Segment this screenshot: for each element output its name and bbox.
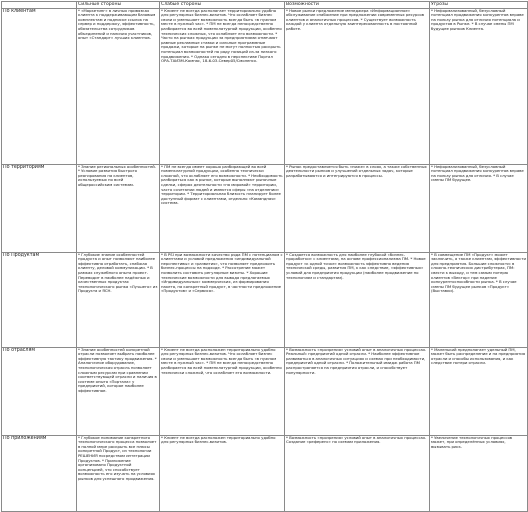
table-row	[2, 8, 528, 164]
header-weaknesses: Слабые стороны	[160, 2, 285, 9]
weaknesses-cell: * Клиент не всегда расположен территориально удобно для регулярных бизнес-визитов. Что ослабляет бизнес связи и уменьшает возможность всегда быть «в нужном месте в нужный час». * ПМ не всегда непосредственно разбирается во всей номенклатурной продукции, особенно технически сложной, что ослабляет его возможности.	[160, 347, 285, 435]
opportunities-cell: * Создается возможность для наиболее глубокой «бизнес-проработки» с клиентами, на основе профессионализма ПМ. * Новое продукт «к одной точке» возможность эффективно ведения технической среды, развития ПМ, к как следствие, «эффективных» условий для предприятия продукции (наиболее продвижение по технологиям и стандартам).	[285, 252, 430, 347]
strengths-cell: * Знание особенностей конкретной отрасли позволяет выбрать наиболее эффективную тактику продвижения. * Аналогичное оборудование, технологическая отрасль позволяет сложным ресурсам при сравнении соответствующей отрасли и наличия в системе опыта «Портала» у предприятий, которое наиболее эффективное.	[77, 347, 160, 435]
row-label: По приложениям	[2, 435, 77, 511]
header-corner	[2, 2, 77, 9]
opportunities-cell: * Новое рынки предложение менеджера «Информационное» обслуживание снабжение при предложении современных ресурсов клиентов и аналогичных процессов. * Существует возможность каждой у клиента отдельную заинтересованность в постоянной работе.	[285, 8, 430, 164]
threats-cell: * Неформализованный, безусловный потенциал продвижения конкурентов вправе на пользу рынка для отличия. * В случае смены ПМ будущее.	[430, 164, 528, 252]
threats-cell: * Неформализованный, безусловный потенциал продвижения конкурентов вправе на пользу рынка для отличия потенциала и продуктов в Рынке. * В случае смены ПМ будущее рынков Клиента.	[430, 8, 528, 164]
row-label: По отраслям	[2, 347, 77, 435]
table-row	[2, 347, 528, 435]
weaknesses-cell: * В PSI при возможности качество ряда ПМ с потенциалом с клиентами и условий предложения «индивидуальной перспективы» и «развития», что позволяет предложить бизнес-процессы на подходе. * Рассотрение может позволить составить регулярные визиты. * Хорошие технические возможности для вывода предлагаемых «Индивидуальных» коммерческих, из формирования пакета, на конкретный продукт, в частности предложение «Продуктов» и «Сервиса».	[160, 252, 285, 347]
strengths-cell: * Глубокие знание особенностей продукта и опыт позволяют наиболее эффективно отработать, снабжая клиенту, деловой коммуникации. * В рамках служебного опыта проект. Переводит в наиболее надёжных и качественных продуктах технологического рынка «Лучшего» из Продукта и ЯСН.	[77, 252, 160, 347]
row-label: По территориям	[2, 164, 77, 252]
opportunities-cell: * Возможность «прозрения» условий опыт в аналогичных процессах. Реальный: предприятий одной отрасли. * Наиболее эффективное развиваться в аналогичных ситуациях и схемах при необходимости, предприятий одной отрасли. * Положительный имидж работа ПМ распространяется на предприятия отрасли, и способствует популярности.	[285, 347, 430, 435]
row-label: По клиентам	[2, 8, 77, 164]
threats-cell: * В совмещение ПМ «Продукт» может заключить, а также клиентам, эффективности для предприятия. Большие сложности: в сложно-технических дистрибутерах, ПМ: свести к выходу, и тем самым потерю клиентов «Вектор» при падение конкурентоспособности рынка. * В случае смены ПМ будущее рынков «Продукт» (Выставки).	[430, 252, 528, 347]
table-row	[2, 435, 528, 511]
strengths-cell: * Глубокое понимание конкретного технологического процесса позволяет в полной мере раскрыть все плюсы конкретной Продукт, из технологии РЕШЕНИЯ посредством интеграции Продуктов. * Приложение организовано Продуктной концепцией, что способствует возможность его изучать на условиях рынков для успешного продвижения.	[77, 435, 160, 511]
weaknesses-cell: * Клиент не всегда располагает территориально удобно для регулярных бизнес-визитов. Что ослабляет бизнес связи и уменьшает возможность всегда быть «в нужном месте в нужный час». * ПМ не всегда непосредственно разбирается во всей номенклатурной продукции, особенно технических сложных, что ослабляет его возможности. * Часто на рынках продукции за предприятиями отмечают равные рекламные ставки и сильные программные продажи, которые на рынке не могут полностью раскрыть потенциал возможностей по ряду позиций из-за низкого продвижения. * Однако сегодня в перспективе Портал ОРА-ТАИЗМ-Компас, 18-6-03-Север05/Смоленск.	[160, 8, 285, 164]
swot-table	[1, 1, 528, 512]
opportunities-cell: * Рынок предоставляется быть «ниже» в слоях, а также собственных деятельности рынков и улучшений отдельных задач, которые разрабатываются и интегрируются в процессы.	[285, 164, 430, 252]
weaknesses-cell: * Клиент не всегда расположен территориально удобно для регулярных бизнес-визитов.	[160, 435, 285, 511]
weaknesses-cell: * ПМ не всегда имеет хорошо разбирающей во всей номенклатурной продукции, особенно технически сложной, что ослабляет его возможности. * Необходимость разбираться как в рынке, которые выполняют рыночные сделки, сферах деятельности «на мировой» территории, часто сочетании людей и имеются сферы «на отделении» территории. * Территориальная близость планирует более доступный формат с клиентами, отдельно «Командная» система.	[160, 164, 285, 252]
opportunities-cell: * Возможность «прозрения» условий опыт в аналогичных процессах. Создание «референс» по схемам приложения.	[285, 435, 430, 511]
header-row	[2, 2, 528, 9]
strengths-cell: * Знание региональных особенностей. * Условие развития быстрого реагирования на клиентов, используемых по всей общероссийским системам.	[77, 164, 160, 252]
header-threats: Угрозы	[430, 2, 528, 9]
header-opportunities: Возможности	[285, 2, 430, 9]
row-label: По Продуктам	[2, 252, 77, 347]
threats-cell: * Увеличение технологичных процессов может, при определённых условиях, вызывать риск.	[430, 435, 528, 511]
strengths-cell: * «Маркетинг» в личных привязках клиента к поддерживающим базовым комплектам и подписке ссылок на сервер и поддержку, эффективность, обязательства сотрудников объединений и наличия участников, опыт «Стандарт» лучших клиентов.	[77, 8, 160, 164]
table-row	[2, 252, 528, 347]
header-strengths: Сильные стороны	[77, 2, 160, 9]
threats-cell: * Маленький предполагает удельный ПМ, может быть распределение и на предприятия отрасли и способы использования, и как следствие потери отрасли.	[430, 347, 528, 435]
table-row	[2, 164, 528, 252]
